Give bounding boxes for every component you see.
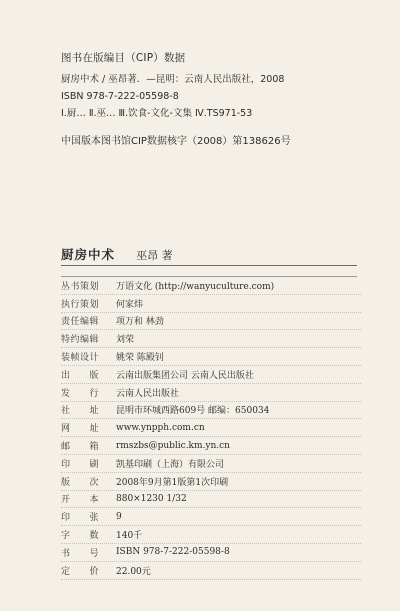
info-row [61,295,361,313]
info-label: 社 址 [61,406,100,417]
info-label: 定 价 [61,566,100,577]
divider-top [61,265,357,266]
info-label: 出 版 [61,370,100,381]
info-value: 云南人民出版社 [116,388,180,399]
info-label: 执行策划 [61,299,100,310]
cip-title: 图书在版编目（CIP）数据 [61,52,186,64]
publication-info [61,277,361,580]
info-label: 版 次 [61,477,100,488]
book-heading [61,244,173,263]
info-value: www.ynpph.com.cn [116,422,205,433]
info-row [61,526,361,544]
info-label: 装帧设计 [61,353,100,364]
info-value: rmszbs@public.km.yn.cn [116,440,230,451]
info-row [61,313,361,331]
info-row [61,384,361,402]
info-value: 刘荣 [116,335,135,346]
info-value: 云南出版集团公司 云南人民出版社 [116,370,254,381]
info-value: ISBN 978-7-222-05598-8 [116,547,230,558]
info-value: 昆明市环城西路609号 邮编：650034 [116,406,270,417]
book-title: 厨房中术 [61,247,116,262]
info-value: 2008年9月第1版第1次印刷 [116,477,229,488]
info-value: 何家炜 [116,299,144,310]
info-row [61,330,361,348]
info-row [61,473,361,491]
info-value: 22.00元 [116,566,151,577]
book-author: 巫昂 著 [136,249,173,262]
info-value: 姚荣 陈殿钊 [116,353,164,364]
cip-approval-number: 中国版本图书馆CIP数据核字（2008）第138626号 [61,136,291,147]
cip-line-classification: Ⅰ.厨… Ⅱ.巫… Ⅲ.饮食-文化-文集 Ⅳ.TS971-53 [61,108,253,119]
info-value: 140千 [116,531,143,542]
info-label: 书 号 [61,548,100,559]
info-row [61,348,361,366]
info-label: 特约编辑 [61,335,100,346]
info-row [61,491,361,509]
info-row [61,455,361,473]
info-value: 项万和 林劲 [116,317,164,328]
info-label: 责任编辑 [61,317,100,328]
info-label: 发 行 [61,388,100,399]
info-value: 9 [116,511,122,522]
cip-block [61,50,381,122]
info-label: 印 刷 [61,459,100,470]
cip-line-catalog: 厨房中术 / 巫昂著．—昆明：云南人民出版社，2008 [61,74,285,85]
info-row [61,437,361,455]
info-label: 开 本 [61,495,100,506]
info-row [61,562,361,580]
info-row [61,508,361,526]
info-row [61,402,361,420]
info-value: 万语文化 (http://wanyuculture.com) [116,281,275,292]
info-label: 邮 箱 [61,442,100,453]
info-value: 凯基印刷（上海）有限公司 [116,459,225,470]
cip-line-isbn: ISBN 978-7-222-05598-8 [61,91,179,102]
info-row [61,277,361,295]
info-value: 880×1230 1/32 [116,493,187,504]
info-row [61,366,361,384]
info-label: 网 址 [61,424,100,435]
info-label: 丛书策划 [61,281,100,292]
info-row [61,419,361,437]
info-label: 字 数 [61,531,100,542]
info-label: 印 张 [61,513,100,524]
info-row [61,544,361,562]
